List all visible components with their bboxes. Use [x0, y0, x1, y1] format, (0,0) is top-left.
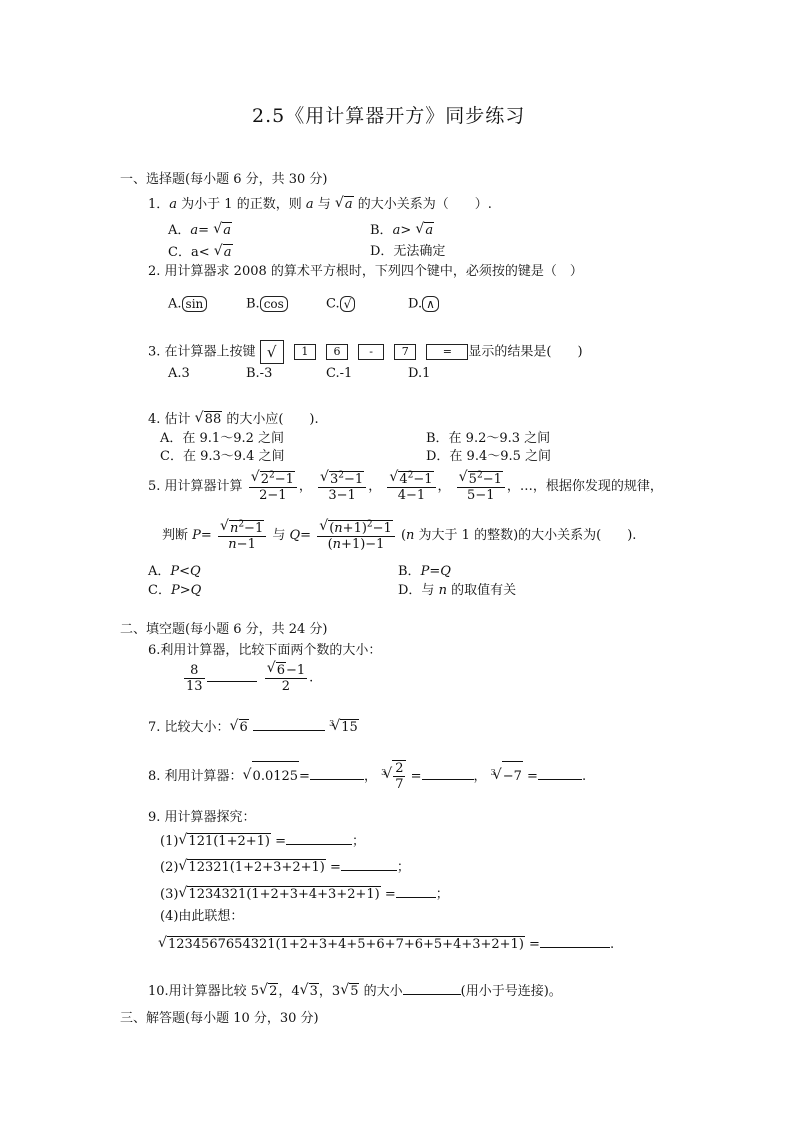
q4-option-b: B．在 9.2～9.3 之间 [426, 431, 551, 446]
answer-blank[interactable] [422, 767, 474, 780]
fraction-2: √ $\frac{3^2-1}{3-1}$ [318, 471, 366, 503]
cos-key-icon: cos [260, 296, 288, 312]
answer-blank[interactable] [310, 767, 364, 780]
q1-option-b: B．a> √ a [370, 222, 434, 239]
answer-blank[interactable] [396, 885, 436, 898]
caret-key-icon: ∧ [422, 296, 439, 312]
answer-blank[interactable] [341, 858, 397, 871]
q9-part-1: (1)√ 121(1+2+1) = ； [160, 832, 365, 850]
question-5-line-2: 判断 P= √ $\frac{n^2-1}{n-1}$ 与 Q= √ $\frac{(n+1)^2-1}{(n+1)-1}$ (n 为大于 1 的整数)的大小关系为( ). [162, 518, 636, 554]
q3-option-b: B.-3 [246, 366, 273, 381]
page-title: 2.5《用计算器开方》同步练习 [252, 105, 526, 127]
q3-option-c: C.-1 [326, 366, 353, 381]
answer-blank[interactable] [207, 669, 257, 682]
answer-blank[interactable] [286, 832, 352, 845]
answer-blank[interactable] [538, 767, 582, 780]
answer-blank[interactable] [403, 982, 461, 995]
question-9: 9. 用计算器探究： [148, 810, 256, 825]
q4-option-c: C．在 9.3～9.4 之间 [160, 449, 285, 464]
q9-part-5: √ 1234567654321(1+2+3+4+5+6+7+6+5+4+3+2+1) = . [158, 935, 614, 953]
q2-option-c: C. √ [326, 296, 355, 313]
q6-expression: $\frac{8}{13}$ √ $\frac{6-1}{2}$ . [182, 662, 313, 694]
expr-p: √ $\frac{n^2-1}{n-1}$ [218, 520, 266, 552]
q2-option-b: B. cos [246, 296, 288, 313]
section-heading-fill: 二、填空题(每小题 6 分，共 24 分) [120, 622, 328, 637]
key-7-icon: 7 [394, 344, 416, 360]
q5-option-d: D．与 n 的取值有关 [398, 583, 517, 598]
q4-option-d: D．在 9.4～9.5 之间 [426, 449, 552, 464]
q5-option-a: A．P<Q [148, 564, 201, 579]
q9-part-4: (4)由此联想： [160, 909, 244, 924]
question-3: 3. 在计算器上按键 √ 1 6 - 7 = 显示的结果是( ) [148, 340, 583, 364]
expr-q: √ $\frac{(n+1)^2-1}{(n+1)-1}$ [317, 520, 395, 552]
fraction-1: √ $\frac{2^2-1}{2-1}$ [249, 471, 297, 503]
sqrt-key-icon: √ [340, 296, 356, 312]
q2-option-d: D. ∧ [408, 296, 439, 313]
section-heading-solve: 三、解答题(每小题 10 分，30 分) [120, 1011, 319, 1026]
q3-option-a: A.3 [168, 366, 190, 381]
question-1: 1．a 为小于 1 的正数，则 a 与 √ a 的大小关系为（ ）. [148, 196, 492, 213]
question-6: 6.利用计算器，比较下面两个数的大小： [148, 643, 382, 658]
section-heading-choice: 一、选择题(每小题 6 分，共 30 分) [120, 172, 328, 187]
answer-blank[interactable] [540, 935, 610, 948]
question-10: 10.用计算器比较 5√ 2，4√ 3，3√ 5 的大小 (用小于号连接)。 [148, 982, 562, 1000]
q9-part-3: (3)√ 1234321(1+2+3+4+3+2+1) = ； [160, 885, 449, 903]
key-1-icon: 1 [294, 344, 316, 360]
q5-option-b: B．P=Q [398, 564, 451, 579]
q4-option-a: A．在 9.1～9.2 之间 [160, 431, 285, 446]
question-2: 2. 用计算器求 2008 的算术平方根时，下列四个键中，必须按的键是（ ） [148, 264, 583, 279]
question-5-line-1: 5. 用计算器计算 √ $\frac{2^2-1}{2-1}$ ， √ $\frac{3^2-1}{3-1}$ ， √ $\frac{4^2-1}{4-1}$ ， √ $\frac{5^2-1}{5-1}$ ，…，根据你发现的规律， [148, 470, 663, 504]
q9-part-2: (2)√ 12321(1+2+3+2+1) = ； [160, 858, 410, 876]
fraction-3: √ $\frac{4^2-1}{4-1}$ [387, 471, 435, 503]
q1-option-a: A．a= √ a [168, 222, 232, 239]
sin-key-icon: sin [182, 296, 208, 312]
q1-option-c: C．a< √ a [168, 244, 233, 261]
minus-key-icon: - [358, 344, 384, 360]
question-7: 7. 比较大小：√ 6 $^3$√ 15 [148, 718, 359, 736]
q3-option-d: D.1 [408, 366, 431, 381]
q5-option-c: C．P>Q [148, 583, 202, 598]
question-4: 4. 估计 √ 88 的大小应( ). [148, 411, 319, 428]
key-6-icon: 6 [326, 344, 348, 360]
answer-blank[interactable] [253, 718, 325, 731]
q2-option-a: A. sin [168, 296, 207, 313]
question-8: 8. 利用计算器：√ 0.0125= ， $^3$ √ $\frac{2}{7}$ = ， $^3$√ −7 = . [148, 760, 586, 792]
q1-option-d: D．无法确定 [370, 244, 446, 259]
sqrt-key-icon: √ [260, 340, 284, 364]
equals-key-icon: = [426, 344, 468, 360]
fraction-4: √ $\frac{5^2-1}{5-1}$ [457, 471, 505, 503]
